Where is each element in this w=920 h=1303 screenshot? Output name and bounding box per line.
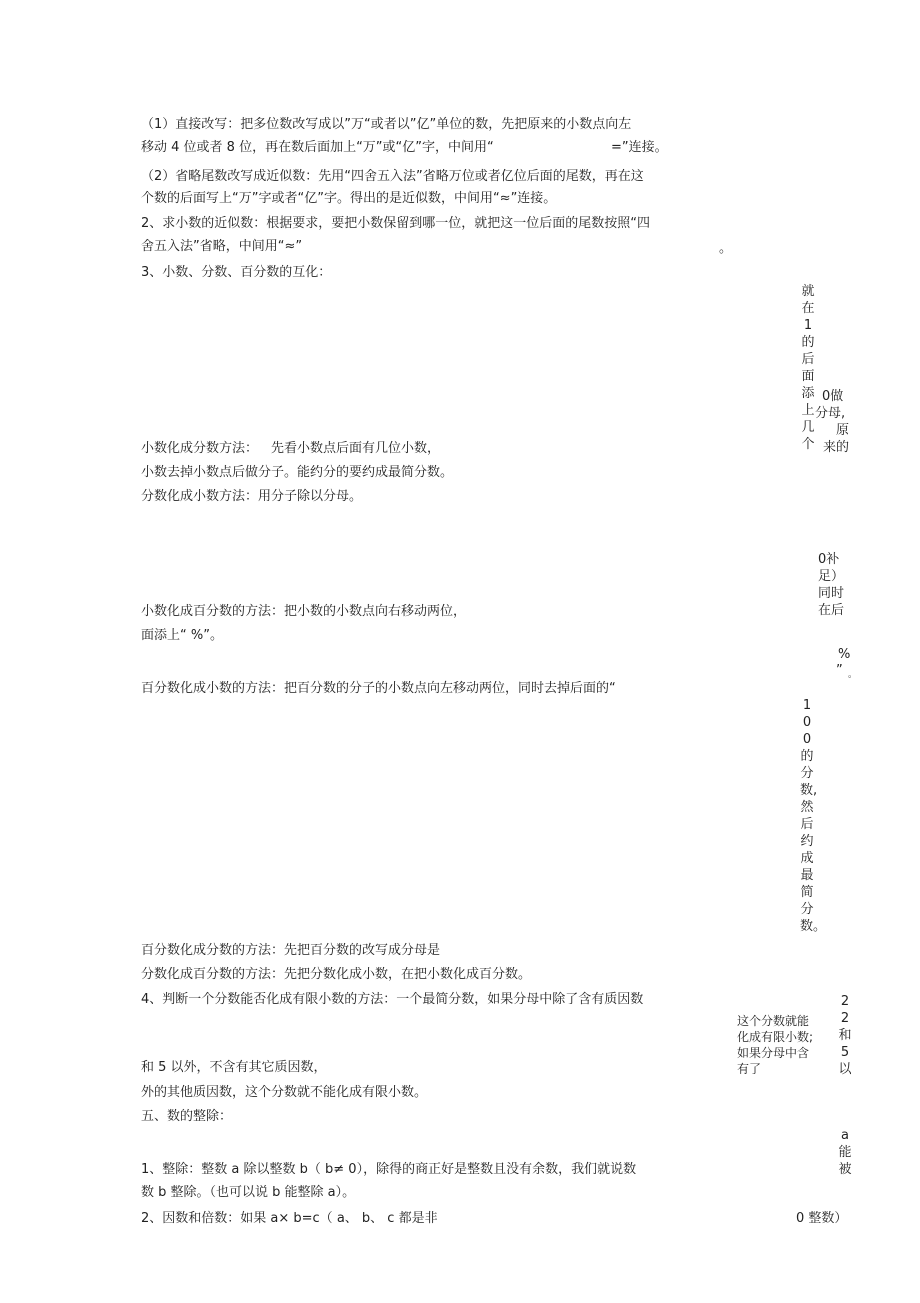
finite-line-a: 4、判断一个分数能否化成有限小数的方法：一个最简分数，如果分母中除了含有质因数 xyxy=(141,992,644,1007)
margin-col-2c: 原 xyxy=(836,423,850,438)
rule1-line-b: 移动 4 位或者 8 位，再在数后面加上“万”或“亿”字，中间用“ xyxy=(141,140,494,155)
margin-divisible: a能被 xyxy=(838,1128,852,1177)
dec2pct: 小数化成百分数的方法：把小数的小数点向右移动两位， xyxy=(141,604,467,619)
pct2frac: 百分数化成分数的方法：先把百分数的改写成分母是 xyxy=(141,943,441,958)
finite-line-b: 和 5 以外，不含有其它质因数， xyxy=(141,1060,327,1075)
frac2dec: 分数化成小数方法：用分子除以分母。 xyxy=(141,489,363,504)
factor-line-a: 2、因数和倍数：如果 a× b=c（ a、 b、 c 都是非 xyxy=(141,1211,438,1226)
margin-percent-quote: ” xyxy=(836,663,843,678)
dec2frac-text: 先看小数点后面有几位小数， xyxy=(271,441,441,456)
divisibility-line-b: 数 b 整除。（也可以说 b 能整除 a）。 xyxy=(141,1185,356,1200)
factor-line-end: 0 整数） xyxy=(796,1211,848,1226)
divisibility-line-a: 1、整除：整数 a 除以整数 b（ b≠ 0），除得的商正好是整数且没有余数，我们就说数 xyxy=(141,1162,637,1177)
finite-line-c: 外的其他质因数，这个分数就不能化成有限小数。 xyxy=(141,1085,428,1100)
frac2pct: 分数化成百分数的方法：先把分数化成小数，在把小数化成百分数。 xyxy=(141,967,532,982)
margin-col-1: 就在1的后面添上几个 xyxy=(801,284,815,452)
margin-two-five: 22和5以 xyxy=(838,994,852,1077)
rule1-line-a: （1）直接改写：把多位数改写成以”万“或者以”亿”单位的数，先把原来的小数点向左 xyxy=(141,117,632,132)
margin-col-2d: 来的 xyxy=(823,440,850,455)
margin-percent-sign: % xyxy=(838,647,851,662)
rule2-line-b: 个数的后面写上“万”字或者“亿”字。得出的是近似数，中间用“≈”连接。 xyxy=(141,191,557,206)
dec2frac-label: 小数化成分数方法： xyxy=(141,441,259,456)
margin-col-2b: 分母, xyxy=(815,406,846,421)
margin-col-2a: 0做 xyxy=(822,389,844,404)
heading-3: 3、小数、分数、百分数的互化： xyxy=(141,265,332,280)
finite-side-c: 如果分母中含 xyxy=(737,1046,810,1060)
dec2frac-cont: 小数去掉小数点后做分子。能约分的要约成最简分数。 xyxy=(141,465,454,480)
finite-side-a: 这个分数就能 xyxy=(737,1014,810,1028)
rule1-eq: =”连接。 xyxy=(611,140,668,155)
finite-side-d: 有了 xyxy=(737,1062,762,1076)
approx-line-b: 舍五入法”省略，中间用“≈” xyxy=(141,239,303,254)
section-5-heading: 五、数的整除： xyxy=(141,1109,233,1124)
dec2pct-cont: 面添上“ %”。 xyxy=(141,628,223,643)
margin-hundred-col: 100的分数,然后约成最简分数。 xyxy=(800,698,827,934)
finite-side-b: 化成有限小数; xyxy=(737,1030,814,1044)
rule2-line-a: （2）省略尾数改写成近似数：先用“四舍五入法”省略万位或者亿位后面的尾数，再在这 xyxy=(141,169,644,184)
approx-line-a: 2、求小数的近似数：根据要求，要把小数保留到哪一位，就把这一位后面的尾数按照“四 xyxy=(141,216,651,231)
margin-percent-period: 。 xyxy=(848,670,858,680)
approx-period: 。 xyxy=(719,241,733,256)
margin-fill-zero: 0补足）同时在后 xyxy=(818,552,845,618)
pct2dec: 百分数化成小数的方法：把百分数的分子的小数点向左移动两位，同时去掉后面的“ xyxy=(141,681,616,696)
